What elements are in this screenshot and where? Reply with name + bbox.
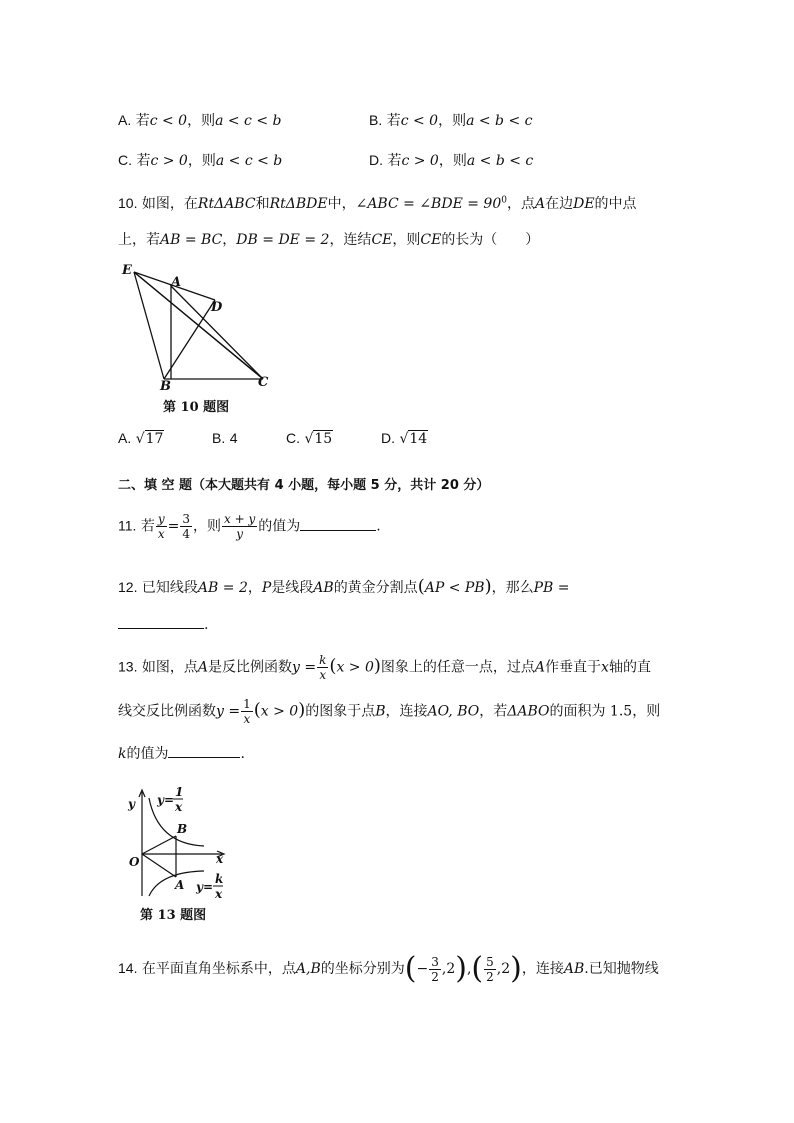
label-a: A (175, 878, 185, 892)
q10-option-d: D. √14 (381, 430, 428, 447)
section-heading: 二、填 空 题（本大题共有 4 小题，每小题 5 分，共计 20 分） (118, 478, 490, 493)
q13-line1: 13. 如图，点A是反比例函数y = $\frac{k}{x}$ (x > 0)图象上的任意一点，过点A作垂直于x轴的直 (118, 653, 651, 682)
q10-option-c: C. √15 (286, 430, 333, 447)
svg-text:x: x (215, 887, 223, 901)
q12-answer-blank[interactable] (118, 628, 204, 629)
q10-line1: 10. 如图，在RtΔABC和RtΔBDE中，∠ABC = ∠BDE = $90^0$，点A在边DE的中点 (118, 195, 637, 212)
label-b: B (160, 379, 171, 394)
label-d: D (211, 300, 223, 315)
svg-text:x: x (175, 800, 183, 814)
q10-figure-caption: 第 10 题图 (163, 400, 230, 415)
q13-line2: 线交反比例函数y = $\frac{1}{x}$ (x > 0)的图象于点B，连接AO, BO，若ΔABO的面积为 1.5，则 (118, 697, 661, 726)
q10-line2: 上，若AB = BC，DB = DE = 2，连结CE，则CE的长为（ ） (118, 232, 540, 248)
segment-eb (134, 272, 164, 379)
q9-option-c: C. 若c > 0，则a < c < b (118, 152, 283, 169)
q10-figure (118, 258, 288, 418)
q9-option-d: D. 若c > 0，则a < b < c (369, 152, 534, 169)
q13-figure-caption: 第 13 题图 (140, 908, 207, 923)
q10-option-b: B. 4 (212, 430, 238, 446)
q9-option-a: A. 若c < 0，则a < c < b (118, 112, 282, 129)
label-x-axis: x (216, 852, 224, 866)
curve-label-2: y= (196, 880, 214, 894)
q12-answer-line: . (118, 617, 208, 633)
q12-line: 12. 已知线段AB = 2，P是线段AB的黄金分割点(AP < PB)，那么PB = (118, 576, 570, 597)
q13-line3: k的值为 . (118, 746, 245, 762)
label-o: O (129, 855, 140, 869)
q10-option-a: A. √17 (118, 430, 164, 447)
q11-answer-blank[interactable] (300, 530, 376, 531)
q14-line: 14. 在平面直角坐标系中，点A,B的坐标分别为(− $\frac{3}{2}$ ,2),( $\frac{5}{2}$ ,2)，连接AB.已知抛物线 (118, 951, 659, 986)
label-a: A (171, 275, 182, 290)
segment-oa (142, 854, 176, 877)
label-b: B (177, 822, 188, 836)
q13-figure (122, 784, 237, 924)
q11-line: 11. 若 $\frac{y}{x}$ = $\frac{3}{4}$ ，则 $\frac{x + y}{y}$ 的值为 . (118, 512, 381, 541)
label-y-axis: y (128, 797, 135, 811)
q9-option-b: B. 若c < 0，则a < b < c (369, 112, 533, 129)
svg-text:1: 1 (175, 785, 184, 799)
segment-ec2 (134, 272, 261, 377)
q13-answer-blank[interactable] (168, 757, 240, 758)
label-e: E (122, 263, 132, 278)
label-c: C (258, 375, 269, 390)
curve-label-1: y= (157, 793, 175, 807)
segment-ob (142, 836, 176, 854)
svg-text:k: k (215, 872, 224, 886)
